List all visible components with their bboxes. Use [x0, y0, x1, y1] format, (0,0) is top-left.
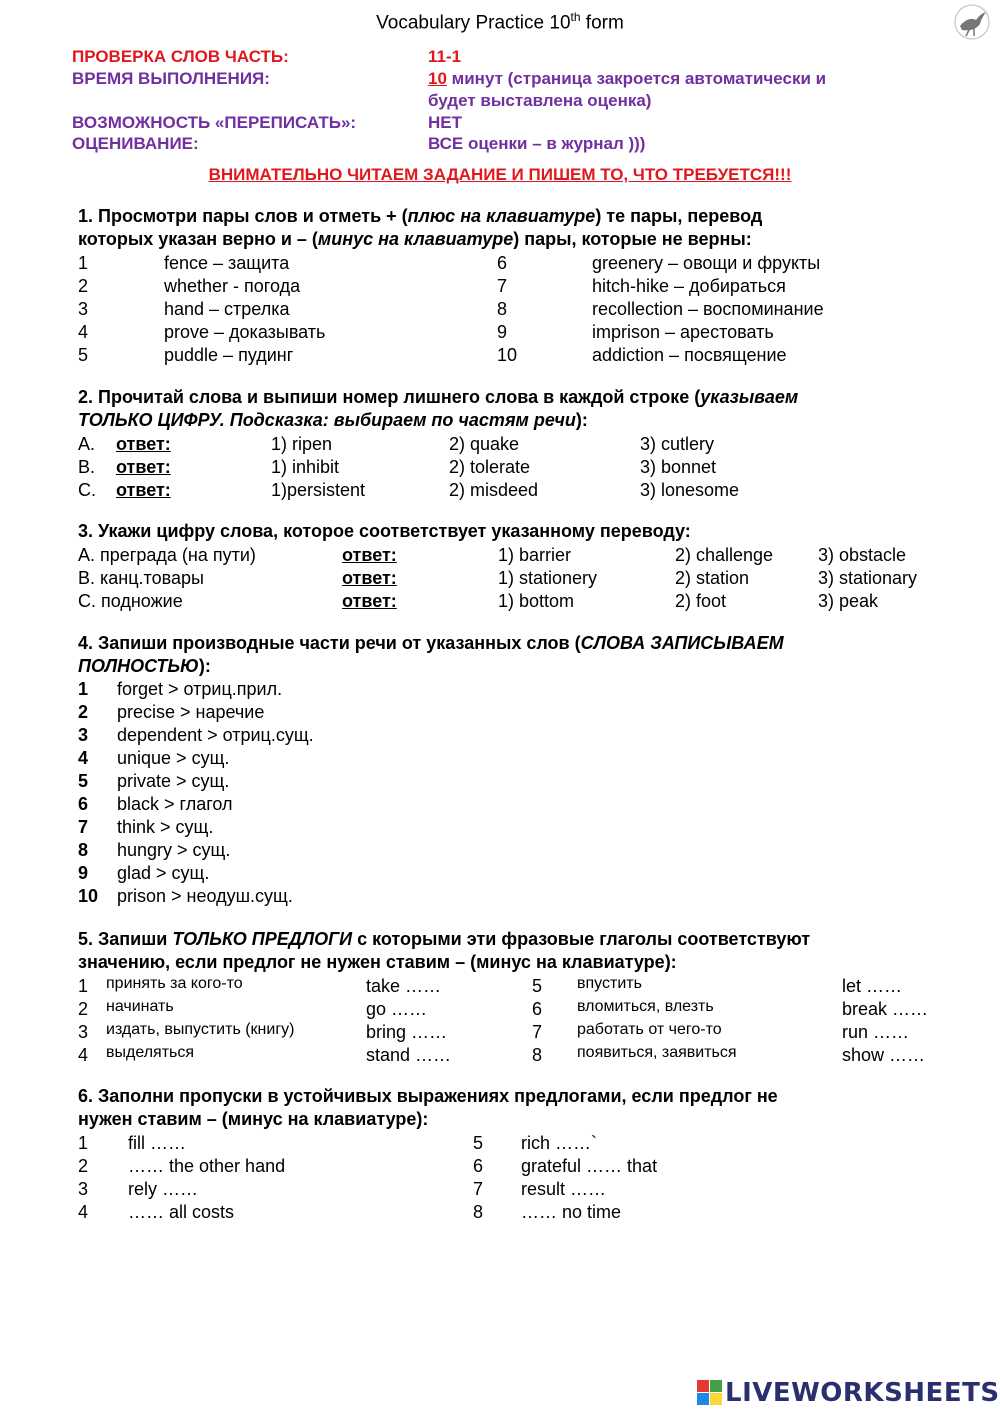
task5-meaning: впустить — [577, 975, 642, 992]
task2-heading-line2: ТОЛЬКО ЦИФРУ. Подсказка: выбираем по частям речи): — [78, 410, 588, 430]
task1-item: hitch-hike – добираться — [592, 276, 786, 296]
task1-item: fence – защита — [164, 253, 290, 273]
page-title: Vocabulary Practice 10th form — [376, 10, 624, 34]
answer-field[interactable]: ответ: — [342, 545, 397, 565]
task1-item: imprison – арестовать — [592, 322, 774, 342]
task1-item-num: 5 — [78, 345, 89, 365]
task3-heading: 3. Укажи цифру слова, которое соответствует указанному переводу: — [78, 521, 691, 541]
task4-item-num: 1 — [78, 679, 89, 699]
task1-item-num: 3 — [78, 299, 89, 319]
task1-item-num: 1 — [78, 253, 89, 273]
task1-item: hand – стрелка — [164, 299, 290, 319]
liveworksheets-logo[interactable] — [697, 1378, 1000, 1408]
task6-item: rely …… — [128, 1179, 199, 1199]
task2-option: 2) tolerate — [449, 457, 531, 477]
task6-item: result …… — [521, 1179, 607, 1199]
task5-item-num: 3 — [78, 1022, 89, 1042]
task2-row-letter: C. — [78, 480, 96, 500]
task5-meaning: выделяться — [106, 1044, 195, 1061]
task4-item-num: 2 — [78, 702, 89, 722]
task3-option: 1) barrier — [498, 545, 572, 565]
task1-item-num: 10 — [497, 345, 518, 365]
task4-item: private > сущ. — [117, 771, 230, 791]
task3-option: 3) peak — [818, 591, 879, 611]
task3-option: 2) station — [675, 568, 750, 588]
task5-meaning: начинать — [106, 998, 174, 1015]
task2-option: 2) misdeed — [449, 480, 539, 500]
warning-banner: ВНИМАТЕЛЬНО ЧИТАЕМ ЗАДАНИЕ И ПИШЕМ ТО, ЧТО ТРЕБУЕТСЯ!!! — [208, 165, 792, 184]
task1-item-num: 4 — [78, 322, 89, 342]
task1-heading-line2: которых указан верно и – (минус на клавиатуре) пары, которые не верны: — [78, 229, 752, 249]
task1-item-num: 6 — [497, 253, 508, 273]
task6-item: fill …… — [128, 1133, 186, 1153]
answer-field[interactable]: ответ: — [116, 457, 171, 477]
task5-verb: take …… — [366, 976, 442, 996]
liveworksheets-icon — [697, 1380, 723, 1406]
task1-heading-line1: 1. Просмотри пары слов и отметь + (плюс на клавиатуре) те пары, перевод — [78, 206, 763, 226]
task5-item-num: 6 — [532, 999, 543, 1019]
task5-meaning: вломиться, влезть — [577, 998, 714, 1015]
task5-verb: bring …… — [366, 1022, 448, 1042]
task1-item: addiction – посвящение — [592, 345, 787, 365]
task5-item-num: 4 — [78, 1045, 89, 1065]
task6-item: …… no time — [521, 1202, 622, 1222]
task6-item: …… the other hand — [128, 1156, 286, 1176]
rewrite-label: ВОЗМОЖНОСТЬ «ПЕРЕПИСАТЬ»: — [72, 113, 357, 132]
task4-item-num: 10 — [78, 886, 99, 906]
task5-verb: go …… — [366, 999, 428, 1019]
task1-item-num: 2 — [78, 276, 89, 296]
task1-item-num: 8 — [497, 299, 508, 319]
task4-item: precise > наречие — [117, 702, 265, 722]
task3-prompt: C. подножие — [78, 591, 183, 611]
task3-option: 2) foot — [675, 591, 727, 611]
task4-item: think > сущ. — [117, 817, 214, 837]
task6-item: …… all costs — [128, 1202, 235, 1222]
task4-item-num: 9 — [78, 863, 89, 883]
task1-item: recollection – воспоминание — [592, 299, 824, 319]
task2-row-letter: A. — [78, 434, 96, 454]
task5-item-num: 2 — [78, 999, 89, 1019]
task4-item: dependent > отриц.сущ. — [117, 725, 314, 745]
task6-item-num: 3 — [78, 1179, 89, 1199]
task1-item-num: 7 — [497, 276, 508, 296]
answer-field[interactable]: ответ: — [342, 568, 397, 588]
task6-heading-line1: 6. Заполни пропуски в устойчивых выражениях предлогами, если предлог не — [78, 1086, 778, 1106]
answer-field[interactable]: ответ: — [116, 480, 171, 500]
task1-item-num: 9 — [497, 322, 508, 342]
task2-option: 2) quake — [449, 434, 520, 454]
task4-item-num: 4 — [78, 748, 89, 768]
task6-item: grateful …… that — [521, 1156, 658, 1176]
task4-item-num: 7 — [78, 817, 89, 837]
task5-item-num: 1 — [78, 976, 89, 996]
liveworksheets-brand: LIVEWORKSHEETS — [725, 1378, 1000, 1408]
task6-item-num: 2 — [78, 1156, 89, 1176]
task4-item: black > глагол — [117, 794, 233, 814]
task6-item-num: 7 — [473, 1179, 484, 1199]
task4-item-num: 3 — [78, 725, 89, 745]
task2-option: 1)persistent — [271, 480, 366, 500]
time-label: ВРЕМЯ ВЫПОЛНЕНИЯ: — [72, 69, 270, 88]
task3-prompt: B. канц.товары — [78, 568, 204, 588]
task1-item: prove – доказывать — [164, 322, 326, 342]
task4-item: glad > сущ. — [117, 863, 210, 883]
task5-verb: show …… — [842, 1045, 926, 1065]
task2-option: 3) bonnet — [640, 457, 717, 477]
task6-item-num: 6 — [473, 1156, 484, 1176]
rewrite-value: НЕТ — [428, 113, 462, 132]
task5-verb: break …… — [842, 999, 929, 1019]
check-value: 11-1 — [428, 47, 462, 66]
task2-row-letter: B. — [78, 457, 96, 477]
task3-option: 1) bottom — [498, 591, 575, 611]
task2-option: 1) inhibit — [271, 457, 340, 477]
task4-item-num: 5 — [78, 771, 89, 791]
check-label: ПРОВЕРКА СЛОВ ЧАСТЬ: — [72, 47, 289, 66]
task5-heading-line2: значению, если предлог не нужен ставим – (минус на клавиатуре): — [78, 952, 677, 972]
task6-item: rich ……` — [521, 1133, 597, 1153]
task2-option: 1) ripen — [271, 434, 333, 454]
task4-item: unique > сущ. — [117, 748, 230, 768]
grading-label: ОЦЕНИВАНИЕ: — [72, 134, 199, 153]
task4-item: forget > отриц.прил. — [117, 679, 283, 699]
task3-option: 3) obstacle — [818, 545, 907, 565]
task5-meaning: принять за кого-то — [106, 975, 243, 992]
answer-field[interactable]: ответ: — [342, 591, 397, 611]
task6-heading-line2: нужен ставим – (минус на клавиатуре): — [78, 1109, 429, 1129]
answer-field[interactable]: ответ: — [116, 434, 171, 454]
task6-item-num: 8 — [473, 1202, 484, 1222]
task4-item-num: 8 — [78, 840, 89, 860]
task2-option: 3) lonesome — [640, 480, 740, 500]
task4-item: prison > неодуш.сущ. — [117, 886, 293, 906]
task3-option: 3) stationary — [818, 568, 918, 588]
task1-item: puddle – пудинг — [164, 345, 294, 365]
task3-option: 1) stationery — [498, 568, 598, 588]
task6-item-num: 1 — [78, 1133, 89, 1153]
task2-option: 3) cutlery — [640, 434, 715, 454]
task5-verb: stand …… — [366, 1045, 452, 1065]
task5-heading-line1: 5. Запиши ТОЛЬКО ПРЕДЛОГИ с которыми эти фразовые глаголы соответствуют — [78, 929, 811, 949]
task5-verb: run …… — [842, 1022, 910, 1042]
task6-item-num: 5 — [473, 1133, 484, 1153]
task2-heading-line1: 2. Прочитай слова и выпиши номер лишнего слова в каждой строке (указываем — [78, 387, 799, 407]
task5-verb: let …… — [842, 976, 903, 996]
task4-heading-line1: 4. Запиши производные части речи от указанных слов (СЛОВА ЗАПИСЫВАЕМ — [78, 633, 784, 653]
task4-item-num: 6 — [78, 794, 89, 814]
task1-item: whether - погода — [164, 276, 301, 296]
task5-meaning: работать от чего-то — [577, 1021, 722, 1038]
grading-value: ВСЕ оценки – в журнал ))) — [428, 134, 646, 153]
task3-option: 2) challenge — [675, 545, 774, 565]
task1-item: greenery – овощи и фрукты — [592, 253, 821, 273]
task6-item-num: 4 — [78, 1202, 89, 1222]
task3-prompt: A. преграда (на пути) — [78, 545, 256, 565]
bird-logo-icon — [950, 2, 994, 42]
task4-item: hungry > сущ. — [117, 840, 231, 860]
task5-meaning: издать, выпустить (книгу) — [106, 1021, 295, 1038]
task5-item-num: 7 — [532, 1022, 543, 1042]
task5-meaning: появиться, заявиться — [577, 1044, 737, 1061]
time-value: 10 минут (страница закроется автоматически и — [428, 69, 827, 88]
task5-item-num: 5 — [532, 976, 543, 996]
task4-heading-line2: ПОЛНОСТЬЮ): — [78, 656, 211, 676]
task5-item-num: 8 — [532, 1045, 543, 1065]
time-value-cont: будет выставлена оценка) — [428, 91, 652, 110]
